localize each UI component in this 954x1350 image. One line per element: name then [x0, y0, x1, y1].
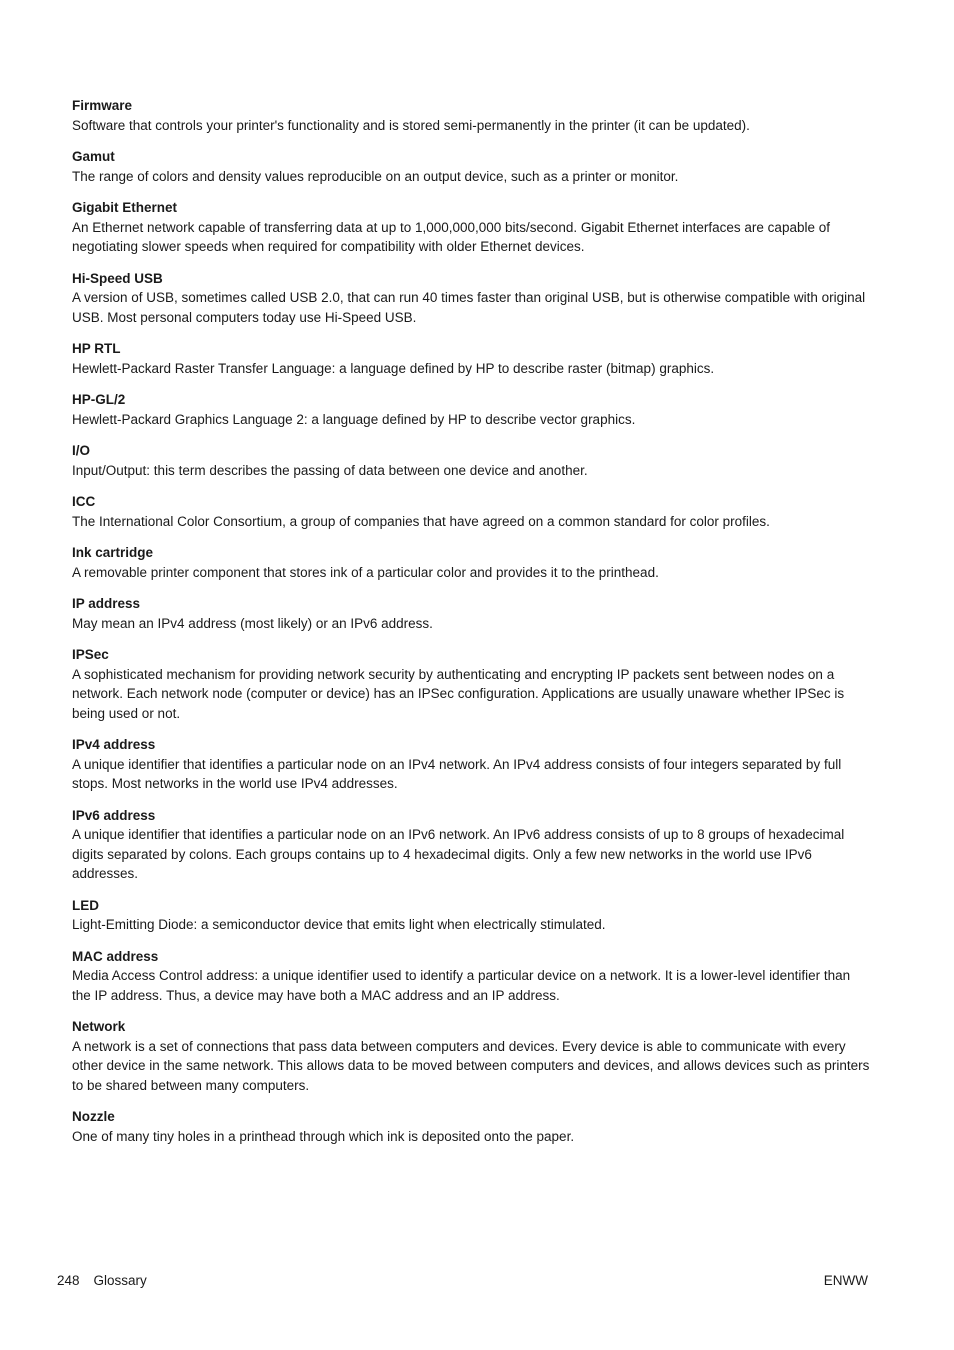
glossary-definition: Input/Output: this term describes the passing of data between one device and another. — [72, 462, 588, 478]
glossary-entry-mac-address — [72, 947, 872, 1006]
glossary-definition: A unique identifier that identifies a particular node on an IPv4 network. An IPv4 address consists of four integers separated by full stops. Most networks in the world use IPv4 addresses. — [72, 756, 842, 791]
glossary-entry-led — [72, 896, 872, 935]
glossary-definition: A removable printer component that stores ink of a particular color and provides it to the printhead. — [72, 564, 659, 580]
glossary-entry-hp-rtl — [72, 339, 872, 378]
glossary-term: HP-GL/2 — [72, 392, 126, 407]
glossary-definition: Hewlett-Packard Graphics Language 2: a language defined by HP to describe vector graphics. — [72, 411, 636, 427]
glossary-term: IPv6 address — [72, 807, 156, 823]
glossary-entry-network — [72, 1017, 872, 1095]
glossary-definition: An Ethernet network capable of transferring data at up to 1,000,000,000 bits/second. Gigabit Ethernet interfaces are capable of negotiating slower speeds when required for compatibility with older Ethernet devices. — [72, 219, 830, 254]
glossary-term: Hi-Speed USB — [72, 270, 163, 286]
glossary-definition: Software that controls your printer's functionality and is stored semi-permanently in the printer (it can be updated). — [72, 117, 750, 133]
section-name: Glossary — [93, 1273, 147, 1288]
glossary-term: Gamut — [72, 149, 115, 164]
glossary-definition: A network is a set of connections that pass data between computers and devices. Every device is able to communicate with every other device in the same network. This allows data to be moved between computers and devices, and allows devices such as printers to be shared between many computers. — [72, 1038, 870, 1093]
glossary-list — [72, 96, 872, 1158]
glossary-term: Ink cartridge — [72, 545, 154, 560]
glossary-term: Gigabit Ethernet — [72, 200, 178, 215]
glossary-term: IPSec — [72, 647, 109, 662]
glossary-definition: A version of USB, sometimes called USB 2.0, that can run 40 times faster than original USB, but is otherwise compatible with original USB. Most personal computers today use Hi-Speed USB. — [72, 290, 866, 325]
glossary-definition: The International Color Consortium, a group of companies that have agreed on a common standard for color profiles. — [72, 513, 770, 529]
glossary-definition: May mean an IPv4 address (most likely) or an IPv6 address. — [72, 615, 433, 631]
glossary-term: HP RTL — [72, 341, 121, 356]
glossary-term: IP address — [72, 596, 141, 611]
glossary-entry-ipv6-address — [72, 806, 872, 884]
glossary-entry-gigabit-ethernet — [72, 198, 872, 257]
glossary-entry-nozzle — [72, 1107, 872, 1146]
glossary-entry-hi-speed-usb — [72, 269, 872, 328]
glossary-entry-hp-gl2 — [72, 390, 872, 429]
glossary-definition: The range of colors and density values reproducible on an output device, such as a printer or monitor. — [72, 168, 679, 184]
glossary-term: I/O — [72, 443, 91, 458]
glossary-term: LED — [72, 897, 99, 913]
glossary-definition: Media Access Control address: a unique identifier used to identify a particular device on a network. It is a lower-level identifier than the IP address. Thus, a device may have both a MAC address and an IP address. — [72, 968, 851, 1003]
glossary-term: Firmware — [72, 98, 133, 113]
glossary-definition: Hewlett-Packard Raster Transfer Language: a language defined by HP to describe raster (bitmap) graphics. — [72, 360, 715, 376]
glossary-term: Nozzle — [72, 1109, 115, 1124]
glossary-entry-gamut — [72, 147, 872, 186]
glossary-entry-ipsec — [72, 645, 872, 723]
glossary-entry-io — [72, 441, 872, 480]
glossary-term: ICC — [72, 494, 96, 509]
glossary-term: MAC address — [72, 948, 159, 964]
glossary-entry-icc — [72, 492, 872, 531]
glossary-definition: One of many tiny holes in a printhead through which ink is deposited onto the paper. — [72, 1128, 575, 1144]
footer-locale: ENWW — [823, 1273, 868, 1288]
glossary-entry-ipv4-address — [72, 735, 872, 794]
footer-left — [57, 1271, 147, 1290]
glossary-entry-firmware — [72, 96, 872, 135]
glossary-entry-ip-address — [72, 594, 872, 633]
glossary-entry-ink-cartridge — [72, 543, 872, 582]
glossary-term: Network — [72, 1019, 126, 1034]
glossary-definition: Light-Emitting Diode: a semiconductor device that emits light when electrically stimulated. — [72, 917, 606, 932]
glossary-definition: A unique identifier that identifies a particular node on an IPv6 network. An IPv6 address consists of up to 8 groups of hexadecimal digits separated by colons. Each groups contains up to 4 hexadecimal digits. Only a few new networks in the world use IPv6 addresses. — [72, 827, 845, 881]
glossary-term: IPv4 address — [72, 737, 156, 752]
page-number: 248 — [57, 1273, 80, 1288]
glossary-definition: A sophisticated mechanism for providing network security by authenticating and encrypting IP packets sent between nodes on a network. Each network node (computer or device) has an IPSec configuration. Applications are usually unaware whether IPSec is being used or not. — [72, 666, 845, 721]
